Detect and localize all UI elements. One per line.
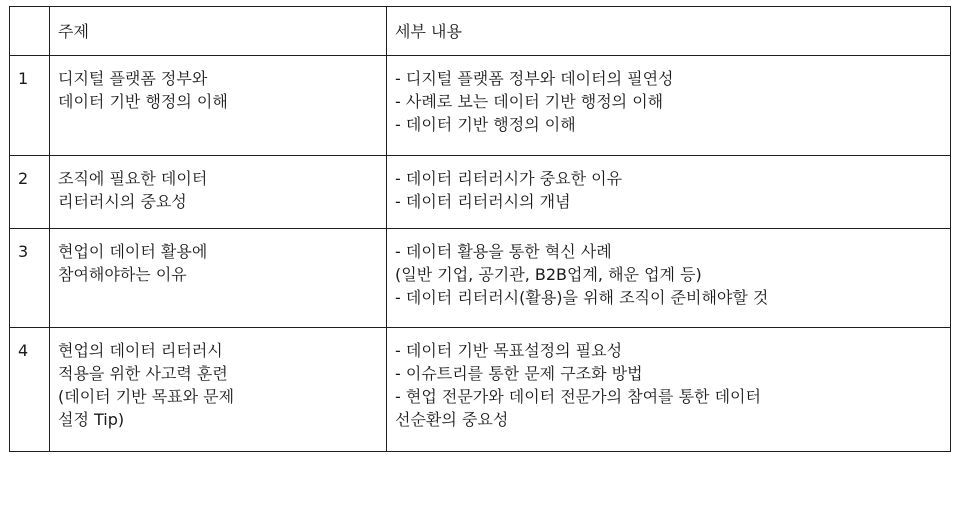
row-number: 3 — [10, 229, 50, 328]
topic-line: 참여해야하는 이유 — [58, 265, 187, 284]
header-number-cell — [10, 7, 50, 56]
header-topic-cell: 주제 — [50, 7, 387, 56]
detail-line: - 데이터 리터러시가 중요한 이유 — [395, 169, 623, 188]
table-row — [10, 156, 951, 229]
row-detail — [387, 229, 951, 328]
topic-line: 리터러시의 중요성 — [58, 192, 187, 211]
row-detail — [387, 156, 951, 229]
detail-line: - 데이터 리터러시의 개념 — [395, 192, 571, 211]
detail-line: - 데이터 기반 행정의 이해 — [395, 115, 576, 134]
detail-line: - 데이터 활용을 통한 혁신 사례 — [395, 242, 612, 261]
course-table — [9, 6, 951, 452]
row-number: 1 — [10, 56, 50, 156]
header-detail-cell: 세부 내용 — [387, 7, 951, 56]
row-topic — [50, 229, 387, 328]
topic-line: 적용을 위한 사고력 훈련 — [58, 364, 228, 383]
detail-line: - 현업 전문가와 데이터 전문가의 참여를 통한 데이터 — [395, 387, 761, 406]
table-header-row — [10, 7, 951, 56]
row-number: 2 — [10, 156, 50, 229]
table-row — [10, 328, 951, 452]
table-row — [10, 56, 951, 156]
topic-line: 설정 Tip) — [58, 410, 125, 429]
detail-line: - 사례로 보는 데이터 기반 행정의 이해 — [395, 92, 664, 111]
row-topic — [50, 156, 387, 229]
topic-line: (데이터 기반 목표와 문제 — [58, 387, 235, 406]
topic-line: 조직에 필요한 데이터 — [58, 169, 208, 188]
detail-line: 선순환의 중요성 — [395, 410, 509, 429]
row-topic — [50, 328, 387, 452]
row-detail — [387, 56, 951, 156]
detail-line: - 데이터 리터러시(활용)을 위해 조직이 준비해야할 것 — [395, 288, 769, 307]
row-topic — [50, 56, 387, 156]
topic-line: 현업이 데이터 활용에 — [58, 242, 208, 261]
detail-line: (일반 기업, 공기관, B2B업계, 해운 업계 등) — [395, 265, 702, 284]
detail-line: - 데이터 기반 목표설정의 필요성 — [395, 341, 623, 360]
topic-line: 데이터 기반 행정의 이해 — [58, 92, 228, 111]
table-row — [10, 229, 951, 328]
topic-line: 현업의 데이터 리터러시 — [58, 341, 223, 360]
row-detail — [387, 328, 951, 452]
detail-line: - 디지털 플랫폼 정부와 데이터의 필연성 — [395, 69, 674, 88]
detail-line: - 이슈트리를 통한 문제 구조화 방법 — [395, 364, 643, 383]
topic-line: 디지털 플랫폼 정부와 — [58, 69, 208, 88]
row-number: 4 — [10, 328, 50, 452]
